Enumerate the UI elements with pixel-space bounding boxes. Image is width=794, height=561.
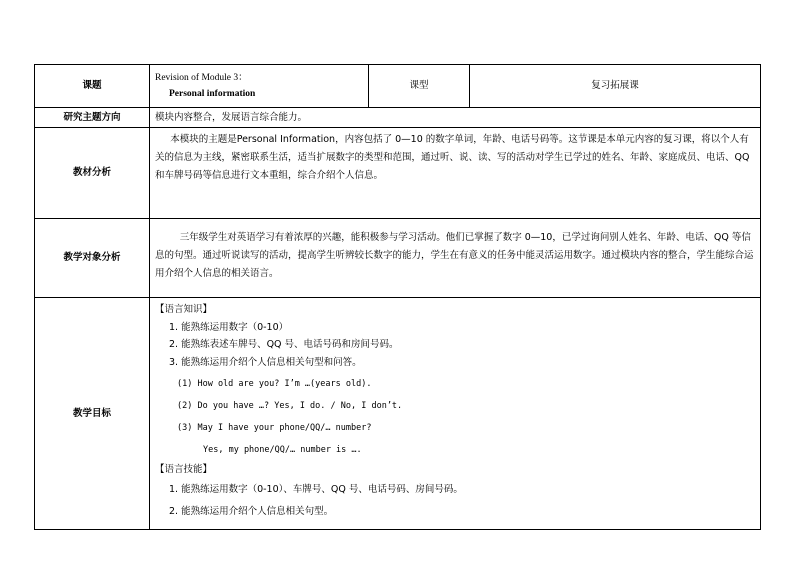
skills-heading: 【语言技能】: [155, 464, 213, 475]
knowledge-item-2: 2. 能熟练表述车牌号、QQ 号、电话号码和房间号码。: [169, 339, 399, 350]
material-row: [35, 128, 761, 219]
topic-row: [35, 65, 761, 108]
skill-item-2: 2. 能熟练运用介绍个人信息相关句型。: [169, 506, 334, 517]
knowledge-heading: 【语言知识】: [155, 304, 213, 315]
knowledge-item-3: 3. 能熟练运用介绍个人信息相关句型和问答。: [169, 357, 362, 368]
students-text: 三年级学生对英语学习有着浓厚的兴趣，能积极参与学习活动。他们已掌握了数字 0—10，已学过询问别人姓名、年龄、电话、QQ 等信息的句型。通过听说读写的活动，提高学生听辨较长数字的能力，学生在有意义的任务中能灵活运用数字。通过模块内容的整合，学生能综合运用介绍个人信息的相关语言。: [155, 232, 754, 279]
type-label: 课型: [369, 65, 470, 108]
sentence-2: (2) Do you have …? Yes, I do. / No, I don’t.: [177, 401, 403, 411]
students-label: 教学对象分析: [35, 219, 150, 298]
sentence-3-answer: Yes, my phone/QQ/… number is ….: [203, 445, 362, 455]
material-text: 本模块的主题是Personal Information，内容包括了 0—10 的数字单词，年龄、电话号码等。这节课是本单元内容的复习课，将以个人有关的信息为主线，紧密联系生活，适当扩展数字的类型和范围，通过听、说、读、写的活动对学生已学过的姓名、年龄、家庭成员、电话、QQ和车牌号码等信息进行文本重组，综合介绍个人信息。: [155, 134, 750, 181]
research-label: 研究主题方向: [35, 108, 150, 128]
topic-line-2: Personal information: [169, 89, 256, 99]
students-row: [35, 219, 761, 298]
goals-row: [35, 298, 761, 530]
knowledge-item-1: 1. 能熟练运用数字（0-10）: [169, 322, 289, 333]
goals-cell: [150, 298, 761, 530]
sentence-3: (3) May I have your phone/QQ/… number?: [177, 423, 372, 433]
lesson-plan-table: [34, 64, 761, 530]
research-row: [35, 108, 761, 128]
material-label: 教材分析: [35, 128, 150, 219]
type-value: 复习拓展课: [470, 65, 761, 108]
topic-label: 课题: [35, 65, 150, 108]
topic-line-1: Revision of Module 3：: [155, 73, 248, 83]
goals-label: 教学目标: [35, 298, 150, 530]
sentence-1: (1) How old are you? I’m …(years old).: [177, 379, 372, 389]
topic-value: [150, 65, 369, 108]
research-value: 模块内容整合，发展语言综合能力。: [150, 108, 761, 128]
skill-item-1: 1. 能熟练运用数字（0-10）、车牌号、QQ 号、电话号码、房间号码。: [169, 484, 463, 495]
material-cell: [150, 128, 761, 219]
students-cell: [150, 219, 761, 298]
